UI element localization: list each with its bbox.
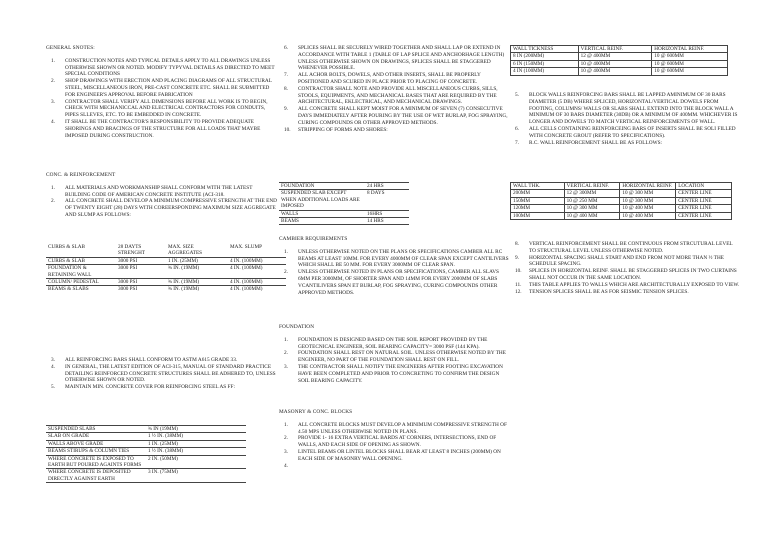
note-text: HORIZONTAL SPACING SHALL START AND END FROM NOT MORE THAN ½ THE SCHEDULE SPACING. (529, 254, 725, 268)
table-cell: 10 @ 600MM (652, 60, 728, 67)
note-item (51, 198, 278, 218)
note-text: FOUNDATION SHALL REST ON NATURAL SOIL. UNLESS OTHERWISE NOTED BY THE ENGINEER, NO PART OF THE FOUNDATION SHALL REST ON FILL. (298, 350, 506, 364)
cover-table (46, 425, 246, 483)
table-header-cell: VERTICAL REINF. (564, 183, 620, 190)
table-row (279, 210, 409, 217)
note-number: 8. (515, 241, 519, 247)
wall-table-1 (510, 45, 728, 76)
note-number: 3. (51, 357, 55, 363)
note-text: ALL CONCRETE SHALL DEVELOP A MINIMUM COMPRESSIVE STRENGTH AT THE END OF TWENTY EIGHT (28) DAYS WITH COREERSPONDING MAXIMUM SIZE AGGREGATE AND SLUMP AS FOLLOWS: (65, 198, 277, 218)
note-item (51, 384, 277, 391)
splice-list (284, 45, 508, 133)
note-text: PROVIDE 1- 16 EXTRA VERTICAL BARDS AT CORNERS, INTERSECTIONS, END OF WALLS, AND EACH SIDE OF OPENING AS SHOWN. (298, 435, 497, 449)
note-text: THE CONTRACTOR SHALL NOTIFY THE ENGINEERS AFTER FOOTING EXCAVATION HAVE BEEN COMPLETED AND PRIOR TO CONCRETING TO CONFIRM THE DESIGN SOIL BEARING CAPACITY. (298, 363, 503, 384)
table-row (511, 68, 728, 75)
note-item (51, 364, 277, 384)
note-number: 3. (51, 98, 55, 105)
table-header-cell: MAX. SIZE AGGREGATES (168, 244, 203, 257)
note-number: 6. (515, 125, 519, 132)
table-row (511, 197, 732, 204)
table-row (511, 60, 728, 67)
table-cell: 4 IN (100MM) (511, 68, 579, 75)
table-cell: 3000 PSI (116, 257, 166, 264)
table-cell: 10 @ 400MM (578, 68, 652, 75)
conc-list-2 (51, 357, 277, 391)
note-number: 7. (284, 72, 288, 79)
table-row (46, 265, 286, 279)
table-row (46, 440, 246, 447)
table-cell: 10 @ 300 MM (620, 190, 676, 197)
table-cell: 24 HRS (365, 183, 409, 190)
note-text: SHOP DRAWINGS WITH ERECTION AND PLACING DIAGRAMS OF ALL STRUCTURAL STEEL, MISCELLANEOUS IRON, PRE-CAST CONCRETE ETC. SHALL BE SUBMITTED FOR ENGINEER'S APPROVAL BEFORE FABRICATION (65, 78, 272, 98)
note-number: 6. (284, 45, 288, 51)
table-cell: 10 @ 300 MM (564, 205, 620, 212)
note-text: R.C. WALL REINFORCEMENT SHALL BE AS FOLLOWS: (529, 139, 663, 146)
note-item (284, 86, 508, 106)
note-number: 4. (51, 118, 55, 125)
note-number: 8. (284, 85, 288, 92)
table-cell: WHERE CONCRETE IS EXPOSED TO EARTH BUT POURED AGAINTS FORMS (46, 455, 146, 469)
note-text: UNLESS OTHERWISE NOTED ON THE PLANS OR SPECIFICATIONS CAMBER ALL RC BEAMS AT LEAST 10MM. FOR EVERY 4000MM OF CLEAR SPAN EXCEPT CANTILIVERS WHICH SHALL BE 50 MM. FOR EVERY 3000MM OF CLEAR SPAN. (298, 248, 509, 269)
table-row (46, 426, 246, 433)
note-number: 1. (51, 184, 55, 191)
note-number: 9. (515, 254, 519, 261)
table-cell: 12 @ 400MM (578, 53, 652, 60)
strength-table (46, 244, 286, 293)
note-item (284, 337, 509, 351)
table-header-cell: CURBS & SLAB (48, 244, 85, 250)
note-item (515, 268, 740, 282)
note-number: 2. (51, 198, 55, 205)
note-item (515, 92, 740, 126)
table-header-row (511, 183, 732, 190)
table-header-row (511, 46, 728, 53)
note-item (515, 241, 740, 255)
note-text: MAINTAIN MIN. CONCRETE COVER FOR REINFORCING STEEL AS FF: (65, 384, 235, 391)
table-cell: ¾ IN. (19MM) (166, 265, 228, 279)
table-cell: SUSPENDED SLABS (46, 426, 146, 433)
note-item (515, 289, 740, 296)
note-text: IN GENERAL, THE LATEST EDITION OF ACI-315, MANUAL OF STANDARD PRACTICE DETAILING REINFORCED CONCRETE STRUCTURES SHALL BE ADHERED TO, UNLESS OTHERWISE SHOWN OR NOTED. (65, 363, 276, 384)
conc-list (51, 185, 278, 219)
table-cell: 10 @ 300 MM (620, 197, 676, 204)
note-number: 10. (515, 268, 522, 275)
table-row (46, 433, 246, 440)
note-item (284, 72, 508, 86)
note-item (515, 282, 740, 289)
table-cell: 6 IN (150MM) (511, 60, 579, 67)
table-cell: CENTER LINE (676, 197, 732, 204)
note-text: THIS TABLE APPLIES TO WALLS WHICH ARE ARCHITECTURALLY EXPOSED TO VIEW. (529, 281, 740, 288)
final-list (515, 241, 740, 295)
note-number: 2. (51, 78, 55, 85)
table-header-cell: 28 DAYTS STRENGHT (118, 244, 146, 257)
note-number: 5. (51, 384, 55, 391)
note-number: 9. (284, 106, 288, 113)
general-notes-section (46, 45, 278, 139)
table-cell: BEAMS (279, 218, 365, 225)
note-item (51, 99, 278, 119)
masonry-heading: MASONRY & CONC. BLOCKS (279, 409, 353, 415)
table-cell: 3 IN. (75MM) (146, 469, 246, 483)
masonry-list (284, 421, 509, 469)
table-cell: 10 @ 250 MM (564, 197, 620, 204)
table-cell: CENTER LINE (676, 212, 732, 219)
note-text: TENSION SPLICES SHALL BE AS FOR SEISMIC TENSION SPLICES. (529, 288, 689, 295)
note-number: 4. (51, 363, 55, 370)
table-cell: 1 IN. (25MM) (146, 440, 246, 447)
note-text: ALL CONCRETE BLOCKS MUST DEVELOP A MINIMUM COMPRESSIVE STRENGTH OF 4.50 MPS UNLESS OTHERWISE NOTED IN PLANS. (298, 421, 507, 435)
table-header-row (46, 244, 286, 257)
table-cell: 150MM (511, 197, 565, 204)
table-cell: 1 ½ IN. (38MM) (146, 448, 246, 455)
table-cell: 16HRS (365, 210, 409, 217)
table-cell: 4 IN. (100MM) (228, 286, 286, 293)
note-text: ALL CELLS CONTAINING REINFORCEING BARS OF INSERTS SHALL BE SOLI FILLED WITH CONCRETE GROUT (REFER TO SPECIFICATIONS). (529, 125, 736, 139)
table-cell: 4 IN. (100MM) (228, 257, 286, 264)
note-text: VERTICAL REINFORCEMENT SHALL BE CONTINUOUS FROM STRCUTURAL LEVEL TO STRUCTURAL LEVEL UNLESS OTHERWISE NOTED. (529, 241, 733, 254)
note-item (51, 119, 278, 139)
table-row (279, 190, 409, 210)
table-cell: WHERE CONCRETE IS DEPOSITED DIRECTLY AGAINST EARTH (46, 469, 146, 483)
table-row (46, 448, 246, 455)
note-item (515, 140, 740, 147)
table-cell: CURBS & SLAB (46, 257, 116, 264)
table-cell: SLAB ON GRADE (46, 433, 146, 440)
table-cell: 10 @ 600MM (652, 53, 728, 60)
table-cell: 10 @ 400MM (578, 60, 652, 67)
table-row (511, 205, 732, 212)
note-item (284, 435, 509, 449)
note-text: ALL CONCRETE SHALL KEPT MOIST FOR A MINIMUM OF SEVEN (7) CONSECUTIVE DAYS IMMEDIATELY AFTER POURING BY THE USE OF WET BURLAP, FOG SPRAYING, CURING COMPOUNDS OR OTHER APPROVED METHODS. (298, 106, 508, 126)
table-cell: 100MM (511, 212, 565, 219)
note-item (515, 255, 740, 269)
table-cell: BEAMS & SLABS (46, 286, 116, 293)
table-row (46, 469, 246, 483)
table-header-cell: HORIZONTAL REINF. (652, 46, 728, 53)
note-number: 1. (284, 421, 288, 428)
note-number: 2. (284, 435, 288, 442)
note-item (51, 185, 278, 199)
conc-heading: CONC. & REINFORCEMENT (46, 172, 116, 178)
table-row (511, 53, 728, 60)
foundation-list (284, 337, 509, 385)
note-text: ALL ACHOR BOLTS, DOWELS, AND OTHER INSERTS, SHALL BE PROPERLY POSITIONED AND SCURED IN PLACE PRIOR TO PLACING OF CONCRETE. (298, 72, 481, 85)
table-header-cell: WALL TICKNESS (511, 46, 579, 53)
note-number: 7. (515, 139, 519, 146)
table-cell: 1 IN. (25MM) (166, 257, 228, 264)
forms-table (279, 182, 409, 225)
block-list (515, 92, 740, 146)
table-header-cell: VERTICAL REINF. (578, 46, 652, 53)
foundation-section (279, 324, 509, 384)
table-cell: WALLS ABOVE GRADE (46, 440, 146, 447)
table-cell: 10 @ 400 MM (620, 205, 676, 212)
table-cell: 10 @ 400 MM (620, 212, 676, 219)
foundation-heading: FOUNDATION (279, 324, 315, 330)
note-text: UNLESS OTHERWISE NOTED IN PLANS OR SPECIFICATIONS, CAMBER ALL SLAVS 6MM PER 3000MM, OF SHORTER SPAN AND 14MM FOR EVERY 2000MM OF SLABS VCANTILIVERS SPAN ET BURLAP, FOG SPRAYING, CURING COMPOUNDS OTHER APPROVED METHODS. (298, 269, 500, 296)
table-cell: 14 HRS (365, 218, 409, 225)
note-number: 2. (284, 350, 288, 357)
table-cell: 4 IN. (100MM) (228, 279, 286, 286)
note-item (284, 249, 509, 269)
note-text: IT SHALL BE THE CONTRACTOR'S RESPONSIBILITY TO PROVIDE ADEQUATE SHORINGS AND BRACINGS OF THE STRUCTURE FOR ALL LOADS THAT MAYBE IMPOSED DURING CONSTRUCTION. (65, 118, 261, 139)
masonry-section (279, 409, 509, 469)
note-item (284, 106, 508, 126)
note-text: SPLICES IN HORIZONTAL REINF. SHALL BE STAGGERED SPLICES IN TWO CURTAINS SHALL NOT OCCUR IN THE SAME LOCATION. (529, 268, 737, 281)
table-row (46, 257, 286, 264)
table-cell: 10 @ 600MM (652, 68, 728, 75)
note-number: 5. (515, 92, 519, 98)
table-cell: COLUMN/ PEDESTAL (46, 279, 116, 286)
note-item (51, 357, 277, 364)
table-header-cell: WALL THK. (511, 183, 565, 190)
table-cell: 3000 PSI (116, 265, 166, 279)
cambier-section (279, 236, 509, 296)
table-cell: 200MM (511, 190, 565, 197)
note-text: CONTRACTOR SHALL VERIFY ALL DIMENSIONS BEFORE ALL WORK IS TO BEGIN, CHECK WITH MECHANICCAL AND ELECTRICAL CONTRACTORS FOR CONDUITS, PIPES SLLEVES, ETC. TO BE EMBEDDED IN CONCRETE. (65, 98, 268, 119)
note-number: 11. (515, 281, 522, 288)
table-cell: SUSPENDED SLAB EXCEPT WHEN ADDITIONAL LOADS ARE IMPOSED (279, 190, 365, 210)
general-notes-list (51, 58, 278, 140)
note-item (284, 45, 508, 72)
note-item (284, 449, 509, 463)
note-text: STRIPPING OF FORMS AND SHORES: (298, 126, 388, 133)
table-row (46, 286, 286, 293)
table-cell: 1 ½ IN. (38MM) (146, 433, 246, 440)
cambier-heading: CAMBIER REQUIREMENTS (279, 236, 348, 242)
table-cell: WALLS (279, 210, 365, 217)
note-item (284, 127, 508, 134)
table-cell: 8 IN (200MM) (511, 53, 579, 60)
note-item (284, 422, 509, 436)
note-item (51, 78, 278, 98)
note-text: ALL MATERIALS AND WORKMANSHIP SHALL CONFORM WITH THE LATEST BUILDING CODE OF AMERICAN CONCRETE INSTITUTE (ACI-318. (65, 184, 253, 198)
note-item (284, 350, 509, 364)
note-text: LINTEL BEAMS OR LINTEL BLOCKS SHALL BEAR AT LEAST 8 INCHES (200MM) ON EACH SIDE OF MASONRY WALL OPENING. (298, 448, 501, 462)
note-text: FOUNDATION IS DESIGNED BASED ON THE SOIL REPORT PROVIDED BY THE GEOTECNICAL ENGINEER, SOIL BEARING CAPACITY= 3000 PSF (144 KPA). (298, 336, 488, 350)
table-cell: ¾ IN. (19MM) (166, 286, 228, 293)
table-header-cell: LOCATION (676, 183, 732, 190)
table-cell: 8 DAYS (365, 190, 409, 210)
note-number: 2. (284, 269, 288, 276)
table-cell: ¾ IN. (19MM) (166, 279, 228, 286)
table-row (46, 455, 246, 469)
table-header-cell: MAX. SLUMP (230, 244, 262, 250)
table-header-cell: HORIZONTAL REINF. (620, 183, 676, 190)
table-cell: 2 IN. (50MM) (146, 455, 246, 469)
note-number: 10. (284, 126, 291, 133)
note-number: 12. (515, 288, 522, 295)
table-cell: 3000 PSI (116, 286, 166, 293)
table-cell: FOUNDATION (279, 183, 365, 190)
table-row (511, 212, 732, 219)
table-cell: BEAMS STIRUPS & COLUMN TIES (46, 448, 146, 455)
table-cell: 4 IN. (100MM) (228, 265, 286, 279)
note-item (284, 364, 509, 384)
note-text: CONSTRUCTION NOTES AND TYPICAL DETAILS APPLY TO ALL DRAWINGS UNLESS OTHERWISE SHOWN OR NOTED. MODIFY TYPYVAL DETAILS AS DIRECTED TO MEET SPECIAL CONDITIONS (65, 57, 275, 78)
table-cell: FOUNDATION & RETAINING WALL (46, 265, 116, 279)
table-cell: ¾ IN (19MM) (146, 426, 246, 433)
table-cell: CENTER LINE (676, 190, 732, 197)
note-number: 3. (284, 448, 288, 455)
table-cell: CENTER LINE (676, 205, 732, 212)
note-item (284, 269, 509, 296)
table-cell: 12 @ 300MM (564, 190, 620, 197)
table-row (279, 183, 409, 190)
note-text: CONTRACTOR SHALL NOTE AND PROVIDE ALL MISCELLANEOUS CURBS, SILLS, STOOLS, EQUIPMENTS, AND MECHANICAL BASES THAT ARE REQUIRED BY THE ARCHITECTURAL, EKLECTRICAL, AND MECHANICAL DRAWINGS. (298, 85, 498, 106)
cambier-list (284, 249, 509, 297)
note-number: 1. (51, 57, 55, 64)
table-row (46, 279, 286, 286)
general-notes-heading: GENERAL SNOTES: (46, 45, 95, 51)
table-cell: 3000 PSI (116, 279, 166, 286)
note-number: 1. (284, 336, 288, 343)
table-row (511, 190, 732, 197)
note-number: 1. (284, 248, 288, 255)
table-cell: 10 @ 400 MM (564, 212, 620, 219)
note-text: BLOCK WALLS REINFORCING BARS SHALL BE LAPPED AMINIMUM OF 30 BARS DIAMETER (5 DB) WHERE SPLICED, HORIZONTAL/VERTICAL DOWELS FROM FOOTING, COLUMNS/ WALLS OR SLABS SHALL EXTEND INTO THE BLOCK WALL A MINIMUM OF 30 BARS DIAMETER (30DB) OR A MINIMUM OF 400MM. WHICHEVER IS LONGER AND DOWELS TO MATCH VERTICAL REINFORCEMENTS OF WALL. (529, 92, 738, 126)
note-item (51, 58, 278, 78)
wall-table-2 (510, 182, 732, 220)
table-cell: 120MM (511, 205, 565, 212)
note-number: 4. (284, 462, 288, 469)
note-number: 3. (284, 363, 288, 370)
table-row (279, 218, 409, 225)
conc-section (46, 172, 278, 219)
note-item (515, 126, 740, 140)
note-text: ALL REINFORCING BARS SHALL CONFORM TO ASTM A615 GRADE 33. (65, 357, 238, 363)
note-text: SPLICES SHALL BE SECURELY WIRED TOGETHER AND SHALL LAP OR EXTEND IN ACCORDANCE WITH TABLE 1 (TABLE OF LAP SPLICE AND ANCHORHAGE LENGTH) UNLESS OTHERWISE SHOWN ON DRAWINGS, SPLICES SHALL BE STAGGERED WHENEVER POSSIBLE. (298, 45, 505, 72)
